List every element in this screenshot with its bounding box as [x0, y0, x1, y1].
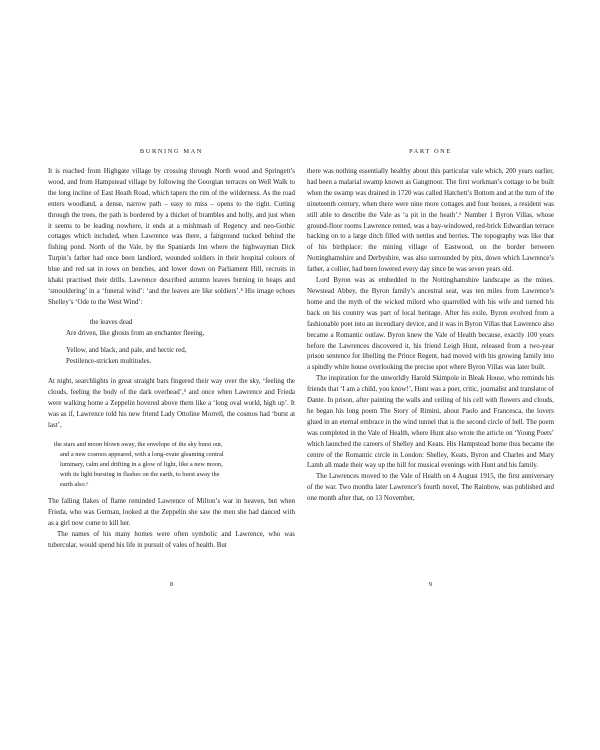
right-page-text	[307, 166, 554, 504]
verse-line: Yellow, and black, and pale, and hectic red,	[66, 345, 187, 354]
paragraph: there was nothing essentially healthy about this particular vale which, 200 years earlier, had been a malarial swamp known as Gangmoor. The first workman’s cottage to be built when the swamp was drained in 1720 was called Hatchett’s Bottom and at the turn of the nineteenth century, when there were nine more cottages and four houses, a resident was still able to describe the Vale as ‘a pit in the heath’.⁶ Number 1 Byron Villas, whose ground-floor rooms Lawrence rented, was a bay-windowed, red-brick Edwardian terrace backing on to a large ditch filled with nettles and berries. The topography was like that of his birthplace: the mining village of Eastwood, on the border between Nottinghamshire and Derbyshire, was also surrounded by pits, down which Lawrence’s father, a collier, had been lowered every day since he was seven years old.	[307, 167, 554, 274]
paragraph: It is reached from Highgate village by crossing through North wood and Springett’s wood, and from Hampstead village by following the Georgian terraces on Well Walk to the long incline of East Heath Road, which tapers the rim of the wilderness. As the road enters woodland, a dense, narrow path – easy to miss – opens to the right. Cutting through the trees, the path is bordered by a thicket of brambles and holly, and just when it seems to be leading nowhere, it ends at a mishmash of Regency and neo-Gothic cottages which included, when Lawrence was there, a fairground tucked behind the fishing pond. North of the Vale, by the Spaniards Inn where the highwayman Dick Turpin’s father had once been landlord, wounded soldiers in their hospital colours of blue and red sat in rows on benches, and lower down on Parliament Hill, recruits in khaki practised their drills. Lawrence described autumn leaves burning in heaps and ‘smouldering’ in a ‘funeral wind’: ‘and the leaves are like soldiers’.⁴ His image echoes Shelley’s ‘Ode to the West Wind’:	[48, 167, 295, 306]
paragraph: The falling flakes of flame reminded Lawrence of Milton’s war in heaven, but when Frieda, who was German, looked at the Zeppelin she saw the men she had danced with as a girl now come to kill her.	[48, 496, 295, 527]
quote-line: and a new cosmos appeared, with a long-ovate gleaming central	[60, 450, 224, 458]
quote-line: with its light bursting in flashes on the earth, to burst away the	[60, 470, 220, 478]
verse-quotation	[66, 317, 295, 367]
verse-line: Pestilence-stricken multitudes.	[66, 356, 152, 365]
quote-line: the stars and moon blown away, the envelope of the sky burst out,	[54, 440, 223, 448]
block-quotation	[54, 440, 295, 490]
page-number-left: 8	[169, 581, 174, 588]
running-head-left: BURNING MAN	[139, 148, 204, 155]
page-number-right: 9	[428, 581, 433, 588]
paragraph: At night, searchlights in great straight bars fingered their way over the sky, ‘feeling the clouds, feeling the body of the dark overhead’,⁵ and once when Lawrence and Frieda were walking home a Zeppelin hovered above them like a ‘long oval world, high up’. It was as if, Lawrence told his new friend Lady Ottoline Morrell, the cosmos had ‘burst at last’,	[48, 377, 295, 430]
paragraph: The names of his many homes were often symbolic and Lawrence, who was tubercular, would spend his life in pursuit of vales of health. But	[48, 529, 295, 549]
verse-line: Are driven, like ghosts from an enchanter fleeing,	[66, 328, 205, 337]
paragraph: Lord Byron was as embedded in the Nottinghamshire landscape as the mines. Newstead Abbey, the Byron family’s ancestral seat, was ten miles from Lawrence’s home and the myth of the wicked milord who quarrelled with his wife and turned his back on his country was part of local heritage. After his exile, Byron evolved from a fashionable poet into an incendiary device, and it was in Byron Villas that Lawrence also became a Romantic outlaw. Byron knew the Vale of Health because, exactly 100 years before the Lawrences discovered it, his friend Leigh Hunt, released from a two-year prison sentence for libelling the Prince Regent, had moved with his growing family into a spindly white house overlooking the precise spot where Byron Villas was later built.	[307, 276, 555, 372]
right-page	[307, 148, 554, 504]
left-page	[48, 148, 295, 550]
quote-line: luminary, calm and drifting in a glow of light, like a new moon,	[60, 460, 223, 468]
verse-line: the leaves dead	[90, 317, 133, 326]
paragraph: The inspiration for the unworldly Harold Skimpole in Bleak House, who reminds his friends that ‘I am a child, you know!’, Hunt was a poet, critic, journalist and translator of Dante. In prison, after painting the walls and ceiling of his cell with flowers and clouds, he began his long poem The Story of Rimini, about Paolo and Francesca, the lovers glued in an eternal embrace in the wind tunnel that is the second circle of hell. The poem was completed in the Vale of Health, where Hunt also wrote the article on ‘Young Poets’ which launched the careers of Shelley and Keats. His Hampstead home thus became the centre of the Romantic circle in London: Shelley, Keats, Byron and Charles and Mary Lamb all made their way up the hill for musical evenings with Hunt and his family.	[307, 374, 554, 470]
quote-line: earth also.⁶	[60, 480, 89, 488]
left-page-text	[48, 166, 295, 550]
running-head-right: PART ONE	[409, 148, 452, 155]
paragraph: The Lawrences moved to the Vale of Health on 4 August 1915, the first anniversary of the war. Two months later Lawrence’s fourth novel, The Rainbow, was published and one month after that, on 13 November,	[307, 472, 554, 503]
